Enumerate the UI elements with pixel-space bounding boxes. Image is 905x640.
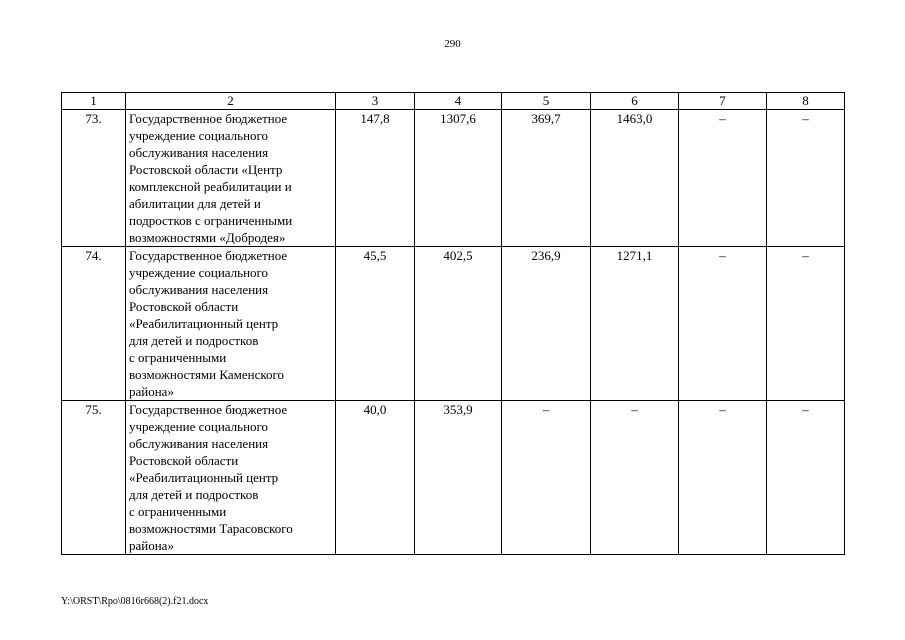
institution-name: [126, 110, 336, 247]
name-line: «Реабилитационный центр: [129, 470, 279, 485]
name-line: Ростовской области: [129, 453, 239, 468]
cell-col-4: 402,5: [415, 247, 502, 401]
data-table: [61, 92, 845, 555]
name-line: Ростовской области: [129, 299, 239, 314]
name-line: комплексной реабилитации и: [129, 179, 292, 194]
cell-col-6: –: [591, 401, 679, 555]
name-line: для детей и подростков: [129, 333, 259, 348]
name-line: «Реабилитационный центр: [129, 316, 279, 331]
name-line: возможностями Каменского: [129, 367, 285, 382]
name-line: с ограниченными: [129, 504, 227, 519]
cell-col-8: –: [767, 401, 845, 555]
table-header-row: [62, 93, 845, 110]
cell-col-8: –: [767, 110, 845, 247]
table-row: [62, 401, 845, 555]
cell-col-6: 1463,0: [591, 110, 679, 247]
cell-col-4: 1307,6: [415, 110, 502, 247]
name-line: возможностями «Добродея»: [129, 230, 286, 245]
name-line: подростков с ограниченными: [129, 213, 293, 228]
row-number: 73.: [62, 110, 126, 247]
name-line: учреждение социального: [129, 128, 269, 143]
name-line: обслуживания населения: [129, 145, 269, 160]
footer-file-path: Y:\ORST\Rpo\0816r668(2).f21.docx: [61, 596, 209, 607]
cell-col-5: 369,7: [502, 110, 591, 247]
column-header: 1: [62, 93, 126, 110]
column-header: 2: [126, 93, 336, 110]
name-line: Ростовской области «Центр: [129, 162, 283, 177]
name-line: учреждение социального: [129, 265, 269, 280]
institution-name: [126, 247, 336, 401]
column-header: 7: [679, 93, 767, 110]
cell-col-7: –: [679, 247, 767, 401]
name-line: района»: [129, 538, 174, 553]
cell-col-3: 147,8: [336, 110, 415, 247]
row-number: 75.: [62, 401, 126, 555]
name-line: возможностями Тарасовского: [129, 521, 293, 536]
cell-col-7: –: [679, 110, 767, 247]
name-line: учреждение социального: [129, 419, 269, 434]
column-header: 5: [502, 93, 591, 110]
name-line: Государственное бюджетное: [129, 248, 288, 263]
column-header: 8: [767, 93, 845, 110]
cell-col-3: 45,5: [336, 247, 415, 401]
column-header: 4: [415, 93, 502, 110]
cell-col-5: 236,9: [502, 247, 591, 401]
cell-col-6: 1271,1: [591, 247, 679, 401]
table-row: [62, 110, 845, 247]
cell-col-7: –: [679, 401, 767, 555]
name-line: Государственное бюджетное: [129, 402, 288, 417]
cell-col-4: 353,9: [415, 401, 502, 555]
cell-col-3: 40,0: [336, 401, 415, 555]
column-header: 6: [591, 93, 679, 110]
name-line: обслуживания населения: [129, 436, 269, 451]
table-row: [62, 247, 845, 401]
name-line: обслуживания населения: [129, 282, 269, 297]
name-line: абилитации для детей и: [129, 196, 261, 211]
institution-name: [126, 401, 336, 555]
row-number: 74.: [62, 247, 126, 401]
name-line: с ограниченными: [129, 350, 227, 365]
name-line: для детей и подростков: [129, 487, 259, 502]
cell-col-5: –: [502, 401, 591, 555]
column-header: 3: [336, 93, 415, 110]
cell-col-8: –: [767, 247, 845, 401]
name-line: района»: [129, 384, 174, 399]
name-line: Государственное бюджетное: [129, 111, 288, 126]
page-number: 290: [444, 38, 461, 50]
